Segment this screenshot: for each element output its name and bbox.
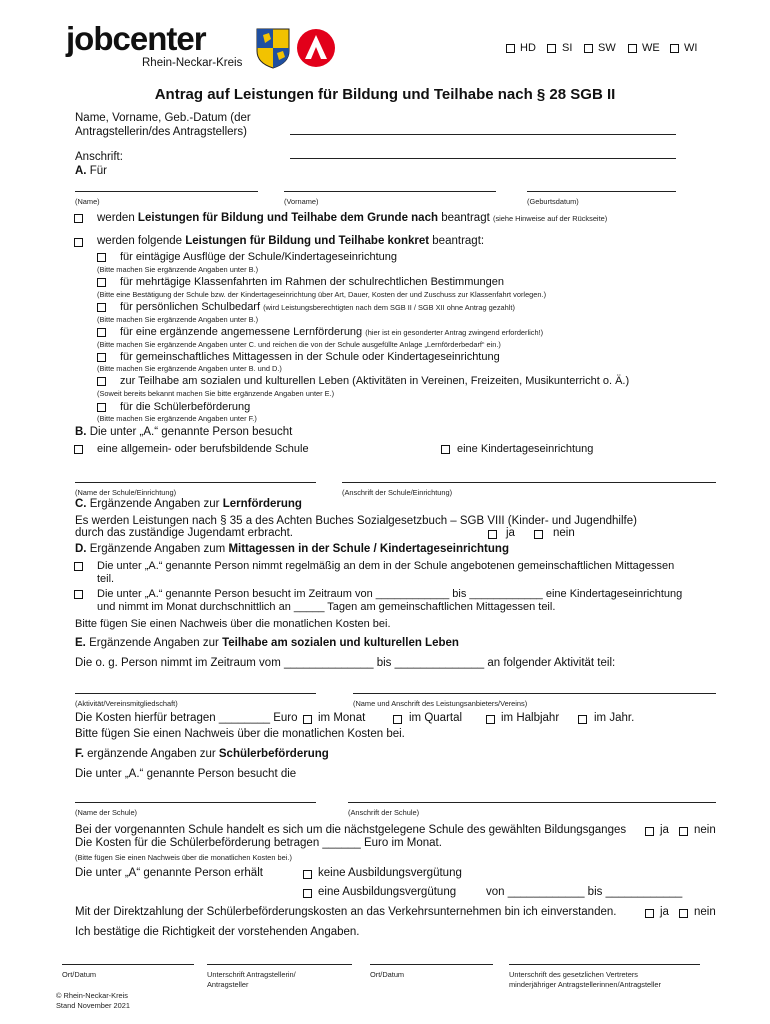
footer-version: Stand November 2021 (56, 1001, 130, 1010)
general-application-checkbox[interactable] (74, 214, 83, 223)
school-transport-label: für die Schülerbeförderung (120, 401, 251, 413)
direct-payment-no-label: nein (694, 906, 716, 918)
provider-caption: (Name und Anschrift des Leistungsanbieters/Vereins) (353, 699, 528, 708)
day-trips-label: für eintägige Ausflüge der Schule/Kindertageseinrichtung (120, 251, 398, 263)
person-name-field[interactable] (75, 191, 258, 192)
nearest-yes-label: ja (660, 824, 669, 836)
branch-we-label: WE (642, 42, 660, 54)
section-c-text-2: durch das zuständige Jugendamt erbracht. (75, 527, 293, 539)
nearest-no-checkbox[interactable] (679, 827, 688, 836)
youth-welfare-yes-label: ja (506, 527, 515, 539)
logo-wordmark: jobcenter (66, 20, 206, 57)
tutoring-label: für eine ergänzende angemessene Lernförderung (hier ist ein gesonderter Antrag zwingend erforderlich!) (120, 326, 544, 338)
person-firstname-caption: (Vorname) (284, 197, 319, 206)
direct-payment-text: Mit der Direktzahlung der Schülerbeförderungskosten an das Verkehrsunternehmen bin ich einverstanden. (75, 906, 617, 918)
specific-application-label: werden folgende Leistungen für Bildung und Teilhabe konkret beantragt: (97, 235, 485, 247)
provider-field[interactable] (353, 693, 716, 694)
tutoring-note: (Bitte machen Sie ergänzende Angaben unter C. und reichen die von der Schule ausgefüllte Anlage „Lernförderbedarf“ ein.) (97, 340, 501, 349)
branch-hd-label: HD (520, 42, 536, 54)
branch-sw-checkbox[interactable] (584, 44, 593, 53)
per-year-label: im Jahr. (594, 712, 635, 724)
footer-copyright: © Rhein-Neckar-Kreis (56, 991, 128, 1000)
institution-address-field[interactable] (342, 482, 716, 483)
place-date-2-field[interactable] (370, 964, 493, 965)
per-month-label: im Monat (318, 712, 366, 724)
school-transport-checkbox[interactable] (97, 403, 106, 412)
allowance-label: eine Ausbildungsvergütung (318, 886, 457, 898)
address-label: Anschrift: (75, 151, 123, 163)
per-quarter-checkbox[interactable] (393, 715, 402, 724)
activity-period-text: Die o. g. Person nimmt im Zeitraum vom ______________ bis ______________ an folgender Aktivität teil: (75, 657, 616, 669)
place-date-1-field[interactable] (62, 964, 194, 965)
activity-caption: (Aktivität/Vereinsmitgliedschaft) (75, 699, 178, 708)
kita-label: eine Kindertageseinrichtung (457, 443, 594, 455)
branch-wi-checkbox[interactable] (670, 44, 679, 53)
social-participation-label: zur Teilhabe am sozialen und kulturellen Leben (Aktivitäten in Vereinen, Freizeiten, Musikunterricht o. Ä.) (120, 375, 630, 387)
school-supplies-checkbox[interactable] (97, 303, 106, 312)
nearest-yes-checkbox[interactable] (645, 827, 654, 836)
place-date-1-caption: Ort/Datum (62, 970, 97, 979)
per-half-year-label: im Halbjahr (501, 712, 560, 724)
guardian-signature-caption-1: Unterschrift des gesetzlichen Vertreters (509, 970, 638, 979)
tutoring-checkbox[interactable] (97, 328, 106, 337)
direct-payment-no-checkbox[interactable] (679, 909, 688, 918)
applicant-signature-caption-1: Unterschrift Antragstellerin/ (207, 970, 296, 979)
lunch-proof-text: Bitte fügen Sie einen Nachweis über die monatlichen Kosten bei. (75, 618, 391, 630)
applicant-name-field[interactable] (290, 134, 676, 135)
section-b-heading: B. Die unter „A.“ genannte Person besucht (75, 426, 293, 438)
allowance-question: Die unter „A“ genannte Person erhält (75, 867, 263, 879)
general-application-label: werden Leistungen für Bildung und Teilhabe dem Grunde nach beantragt (siehe Hinweise auf der Rückseite) (97, 212, 608, 224)
activity-field[interactable] (75, 693, 316, 694)
branch-wi-label: WI (684, 42, 698, 54)
form-title: Antrag auf Leistungen für Bildung und Teilhabe nach § 28 SGB II (154, 86, 616, 103)
section-a-heading: A. Für (75, 165, 107, 177)
school-supplies-note: (Bitte machen Sie ergänzende Angaben unter B.) (97, 315, 259, 324)
social-participation-checkbox[interactable] (97, 377, 106, 386)
per-year-checkbox[interactable] (578, 715, 587, 724)
activity-proof-text: Bitte fügen Sie einen Nachweis über die monatlichen Kosten bei. (75, 728, 405, 740)
section-e-heading: E. Ergänzende Angaben zur Teilhabe am sozialen und kulturellen Leben (75, 637, 459, 649)
branch-sw-label: SW (598, 42, 616, 54)
allowance-checkbox[interactable] (303, 889, 312, 898)
kita-lunch-text-1: Die unter „A.“ genannte Person besucht im Zeitraum von ____________ bis ____________ eine Kindertageseinrichtung (97, 588, 683, 600)
no-allowance-label: keine Ausbildungsvergütung (318, 867, 462, 879)
person-birthdate-field[interactable] (527, 191, 676, 192)
school-supplies-label: für persönlichen Schulbedarf (wird Leistungsberechtigten nach dem SGB II / SGB XII ohne Antrag gezahlt) (120, 301, 515, 313)
school-transport-note: (Bitte machen Sie ergänzende Angaben unter F.) (97, 414, 257, 423)
applicant-name-label-1: Name, Vorname, Geb.-Datum (der (75, 112, 251, 124)
youth-welfare-no-label: nein (553, 527, 575, 539)
transport-school-address-field[interactable] (348, 802, 716, 803)
nearest-no-label: nein (694, 824, 716, 836)
per-quarter-label: im Quartal (409, 712, 463, 724)
transport-school-text: Die unter „A.“ genannte Person besucht die (75, 768, 297, 780)
branch-we-checkbox[interactable] (628, 44, 637, 53)
lunch-note: (Bitte machen Sie ergänzende Angaben unter B. und D.) (97, 364, 282, 373)
coat-of-arms-icon (255, 27, 291, 69)
school-label: eine allgemein- oder berufsbildende Schule (97, 443, 309, 455)
transport-costs-note: (Bitte fügen Sie einen Nachweis über die monatlichen Kosten bei.) (75, 853, 292, 862)
kita-lunch-checkbox[interactable] (74, 590, 83, 599)
confirmation-text: Ich bestätige die Richtigkeit der vorstehenden Angaben. (75, 926, 360, 938)
place-date-2-caption: Ort/Datum (370, 970, 405, 979)
day-trips-note: (Bitte machen Sie ergänzende Angaben unter B.) (97, 265, 259, 274)
person-birthdate-caption: (Geburtsdatum) (527, 197, 579, 206)
person-firstname-field[interactable] (284, 191, 496, 192)
class-trips-label: für mehrtägige Klassenfahrten im Rahmen der schulrechtlichen Bestimmungen (120, 276, 504, 288)
school-checkbox[interactable] (74, 445, 83, 454)
school-lunch-text-2: teil. (97, 573, 115, 585)
youth-welfare-no-checkbox[interactable] (534, 530, 543, 539)
employment-agency-logo-icon (296, 28, 336, 68)
section-f-heading: F. ergänzende Angaben zur Schülerbeförderung (75, 748, 329, 760)
per-month-checkbox[interactable] (303, 715, 312, 724)
applicant-signature-field[interactable] (207, 964, 352, 965)
youth-welfare-yes-checkbox[interactable] (488, 530, 497, 539)
section-c-text-1: Es werden Leistungen nach § 35 a des Achten Buches Sozialgesetzbuch – SGB VIII (Kinder- und Jugendhilfe) (75, 515, 637, 527)
kita-checkbox[interactable] (441, 445, 450, 454)
transport-costs-text: Die Kosten für die Schülerbeförderung betragen ______ Euro im Monat. (75, 837, 442, 849)
lunch-checkbox[interactable] (97, 353, 106, 362)
branch-si-label: SI (562, 42, 573, 54)
transport-school-name-caption: (Name der Schule) (75, 808, 138, 817)
kita-lunch-text-2: und nimmt im Monat durchschnittlich an _____ Tagen am gemeinschaftlichen Mittagessen teil. (97, 601, 556, 613)
class-trips-note: (Bitte eine Bestätigung der Schule bzw. der Kindertageseinrichtung über Art, Dauer, Kosten der und Zuschuss zur Klassenfahrt vorlegen.) (97, 290, 547, 299)
class-trips-checkbox[interactable] (97, 278, 106, 287)
per-half-year-checkbox[interactable] (486, 715, 495, 724)
applicant-name-label-2: Antragstellerin/des Antragstellers) (75, 126, 247, 138)
allowance-period: von ____________ bis ____________ (486, 886, 683, 898)
no-allowance-checkbox[interactable] (303, 870, 312, 879)
activity-costs-text: Die Kosten hierfür betragen ________ Euro (75, 712, 298, 724)
address-field[interactable] (290, 158, 676, 159)
section-d-heading: D. Ergänzende Angaben zum Mittagessen in der Schule / Kindertageseinrichtung (75, 543, 509, 555)
school-lunch-checkbox[interactable] (74, 562, 83, 571)
day-trips-checkbox[interactable] (97, 253, 106, 262)
nearest-school-text: Bei der vorgenannten Schule handelt es sich um die nächstgelegene Schule des gewählten Bildungsganges (75, 824, 627, 836)
section-c-heading: C. Ergänzende Angaben zur Lernförderung (75, 498, 302, 510)
direct-payment-yes-checkbox[interactable] (645, 909, 654, 918)
guardian-signature-field[interactable] (509, 964, 700, 965)
branch-si-checkbox[interactable] (547, 44, 556, 53)
lunch-label: für gemeinschaftliches Mittagessen in der Schule oder Kindertageseinrichtung (120, 351, 500, 363)
transport-school-name-field[interactable] (75, 802, 316, 803)
social-participation-note: (Soweit bereits bekannt machen Sie bitte ergänzende Angaben unter E.) (97, 389, 335, 398)
institution-name-field[interactable] (75, 482, 316, 483)
institution-name-caption: (Name der Schule/Einrichtung) (75, 488, 177, 497)
applicant-signature-caption-2: Antragsteller (207, 980, 249, 989)
branch-hd-checkbox[interactable] (506, 44, 515, 53)
institution-address-caption: (Anschrift der Schule/Einrichtung) (342, 488, 453, 497)
direct-payment-yes-label: ja (660, 906, 669, 918)
specific-application-checkbox[interactable] (74, 238, 83, 247)
guardian-signature-caption-2: minderjähriger Antragstellerinnen/Antragsteller (509, 980, 661, 989)
logo-subtitle: Rhein-Neckar-Kreis (142, 57, 243, 69)
person-name-caption: (Name) (75, 197, 100, 206)
transport-school-address-caption: (Anschrift der Schule) (348, 808, 420, 817)
school-lunch-text-1: Die unter „A.“ genannte Person nimmt regelmäßig an dem in der Schule angebotenen gemeinschaftlichen Mittagessen (97, 560, 675, 572)
